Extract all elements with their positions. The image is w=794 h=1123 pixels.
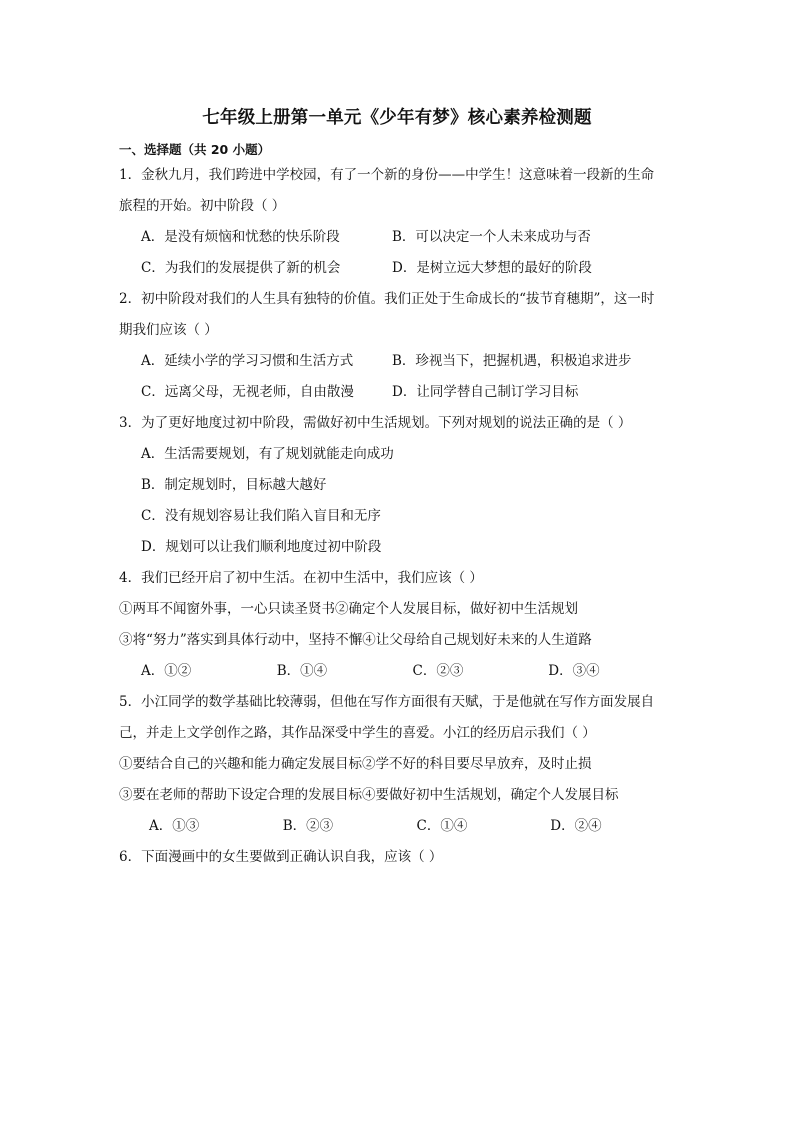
option-c: C．远离父母，无视老师，自由散漫 bbox=[141, 384, 354, 400]
question-stem: 3．为了更好地度过初中阶段，需做好初中生活规划。下列对规划的说法正确的是（ ） bbox=[119, 415, 632, 431]
option-a: A．是没有烦恼和忧愁的快乐阶段 bbox=[141, 229, 340, 245]
option-d: D．是树立远大梦想的最好的阶段 bbox=[392, 260, 592, 276]
option-d: D．让同学替自己制订学习目标 bbox=[392, 384, 579, 400]
option-c: C．①④ bbox=[416, 818, 468, 834]
option-d: D．③④ bbox=[548, 663, 600, 679]
option-d: D．②④ bbox=[550, 818, 602, 834]
question-4 bbox=[119, 563, 684, 687]
option-a: A．①③ bbox=[149, 818, 200, 834]
option-b: B．制定规划时，目标越大越好 bbox=[141, 477, 327, 493]
option-b: B．珍视当下，把握机遇，积极追求进步 bbox=[392, 353, 632, 369]
question-list bbox=[119, 160, 684, 873]
question-3 bbox=[119, 408, 684, 563]
question-stem: 1．金秋九月，我们跨进中学校园，有了一个新的身份——中学生！这意味着一段新的生命 bbox=[119, 167, 655, 183]
option-c: C．②③ bbox=[412, 663, 464, 679]
option-a: A．①② bbox=[141, 663, 192, 679]
question-2 bbox=[119, 284, 684, 408]
option-a: A．延续小学的学习习惯和生活方式 bbox=[141, 353, 354, 369]
option-row bbox=[119, 222, 684, 253]
option-c: C．没有规划容易让我们陷入盲目和无序 bbox=[141, 508, 381, 524]
option-row bbox=[119, 346, 684, 377]
option-c: C．为我们的发展提供了新的机会 bbox=[141, 260, 341, 276]
option-row bbox=[119, 656, 684, 687]
section-heading: 一、选择题（共 20 小题） bbox=[119, 142, 271, 157]
option-row bbox=[119, 811, 684, 842]
page-title: 七年级上册第一单元《少年有梦》核心素养检测题 bbox=[202, 108, 592, 128]
option-d: D．规划可以让我们顺利地度过初中阶段 bbox=[141, 539, 382, 555]
question-stem: 2．初中阶段对我们的人生具有独特的价值。我们正处于生命成长的“拔节育穗期”，这一时 bbox=[119, 291, 655, 307]
question-5 bbox=[119, 687, 684, 842]
option-b: B．②③ bbox=[282, 818, 334, 834]
question-6 bbox=[119, 842, 684, 873]
statement-line: ③要在老师的帮助下设定合理的发展目标④要做好初中生活规划，确定个人发展目标 bbox=[119, 787, 619, 803]
question-stem: 5．小江同学的数学基础比较薄弱，但他在写作方面很有天赋，于是他就在写作方面发展自 bbox=[119, 694, 655, 710]
question-stem: 4．我们已经开启了初中生活。在初中生活中，我们应该（ ） bbox=[119, 570, 483, 586]
option-b: B．可以决定一个人未来成功与否 bbox=[392, 229, 591, 245]
question-1 bbox=[119, 160, 684, 284]
statement-line: ①两耳不闻窗外事，一心只读圣贤书②确定个人发展目标，做好初中生活规划 bbox=[119, 601, 578, 617]
option-row bbox=[119, 253, 684, 284]
option-row bbox=[119, 377, 684, 408]
question-stem: 己，并走上文学创作之路，其作品深受中学生的喜爱。小江的经历启示我们（ ） bbox=[119, 725, 596, 741]
question-stem: 6．下面漫画中的女生要做到正确认识自我，应该（ ） bbox=[119, 849, 443, 865]
option-a: A．生活需要规划，有了规划就能走向成功 bbox=[141, 446, 394, 462]
statement-line: ③将“努力”落实到具体行动中，坚持不懈④让父母给自己规划好未来的人生道路 bbox=[119, 632, 592, 648]
question-stem: 旅程的开始。初中阶段（ ） bbox=[119, 198, 286, 214]
question-stem: 期我们应该（ ） bbox=[119, 322, 218, 338]
option-b: B．①④ bbox=[276, 663, 328, 679]
statement-line: ①要结合自己的兴趣和能力确定发展目标②学不好的科目要尽早放弃，及时止损 bbox=[119, 756, 592, 772]
